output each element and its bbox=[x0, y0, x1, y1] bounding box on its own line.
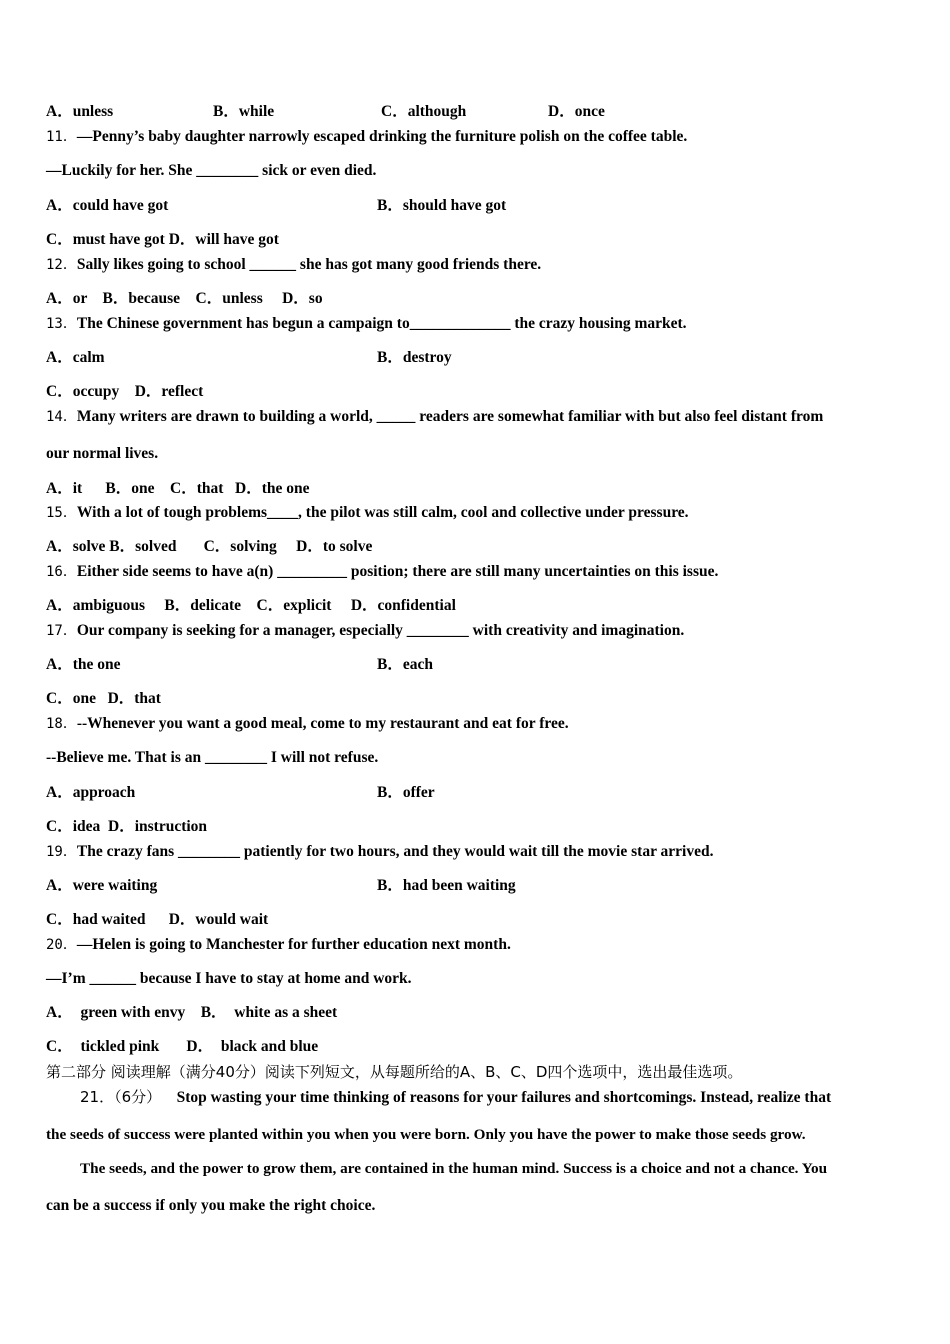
q19-stem: The crazy fans ________ patiently for two hours, and they would wait till the movie star arrived. bbox=[76, 843, 714, 860]
q13-option-b: B．destroy bbox=[377, 349, 452, 366]
q13-options-cd: C．occupy D．reflect bbox=[46, 383, 204, 400]
section-2-heading: 第二部分 阅读理解（满分40分）阅读下列短文，从每题所给的A、B、C、D四个选项中，选出最佳选项。 bbox=[46, 1063, 743, 1081]
q14-stem: Many writers are drawn to building a world, _____ readers are somewhat familiar with but also feel distant from bbox=[76, 408, 824, 425]
q20-line2: —I’m ______ because I have to stay at home and work. bbox=[46, 970, 412, 987]
q11-options-cd: C．must have got D．will have got bbox=[46, 231, 279, 248]
q20-options-ab: A． green with envy B． white as a sheet bbox=[46, 1004, 338, 1021]
q13-stem: The Chinese government has begun a campaign to_____________ the crazy housing market. bbox=[76, 315, 687, 332]
q17-stem-line bbox=[46, 621, 684, 641]
q13-stem-line bbox=[46, 314, 687, 334]
q21-number: 21．（6分） bbox=[80, 1088, 162, 1106]
q18-stem: --Whenever you want a good meal, come to my restaurant and eat for free. bbox=[76, 715, 569, 732]
q18-stem-line bbox=[46, 714, 569, 734]
q14-options: A．it B．one C．that D．the one bbox=[46, 480, 310, 497]
q19-option-b: B．had been waiting bbox=[377, 877, 516, 894]
q12-options: A．or B．because C．unless D．so bbox=[46, 290, 323, 307]
q12-stem-line bbox=[46, 255, 541, 275]
q12-number: 12． bbox=[46, 257, 77, 273]
q20-stem: —Helen is going to Manchester for further education next month. bbox=[76, 936, 511, 953]
q11-option-b: B．should have got bbox=[377, 197, 507, 214]
q17-option-a: A．the one bbox=[46, 656, 121, 673]
q15-options: A．solve B．solved C．solving D．to solve bbox=[46, 538, 373, 555]
q18-line2: --Believe me. That is an ________ I will not refuse. bbox=[46, 749, 379, 766]
q13-option-a: A．calm bbox=[46, 349, 105, 366]
q21-paragraph-1-line-1 bbox=[80, 1087, 831, 1108]
q18-options-cd: C．idea D．instruction bbox=[46, 818, 208, 835]
q11-stem-line bbox=[46, 127, 687, 147]
q10-option-b: B．while bbox=[213, 103, 275, 120]
q14-stem-line bbox=[46, 407, 823, 427]
q18-option-a: A．approach bbox=[46, 784, 136, 801]
q14-line2: our normal lives. bbox=[46, 445, 159, 462]
q19-number: 19． bbox=[46, 844, 77, 860]
q20-options-cd: C． tickled pink D． black and blue bbox=[46, 1038, 319, 1055]
q20-number: 20． bbox=[46, 937, 77, 953]
q18-number: 18． bbox=[46, 716, 77, 732]
q21-paragraph-1-line-2: the seeds of success were planted within you when you were born. Only you have the power to make those seeds grow. bbox=[46, 1126, 806, 1143]
q21-paragraph-2-line-1: The seeds, and the power to grow them, are contained in the human mind. Success is a choice and not a chance. You bbox=[80, 1160, 828, 1177]
q10-option-a: A．unless bbox=[46, 103, 114, 120]
q11-stem: —Penny’s baby daughter narrowly escaped drinking the furniture polish on the coffee table. bbox=[76, 128, 688, 145]
q16-options: A．ambiguous B．delicate C．explicit D．confidential bbox=[46, 597, 456, 614]
q21-p1-text: Stop wasting your time thinking of reasons for your failures and shortcomings. Instead, realize that bbox=[176, 1089, 832, 1106]
q15-stem-line bbox=[46, 503, 689, 523]
q15-number: 15． bbox=[46, 505, 77, 521]
q12-stem: Sally likes going to school ______ she has got many good friends there. bbox=[76, 256, 542, 273]
q15-stem: With a lot of tough problems____, the pilot was still calm, cool and collective under pressure. bbox=[76, 504, 689, 521]
q11-line2: —Luckily for her. She ________ sick or even died. bbox=[46, 162, 377, 179]
q20-stem-line bbox=[46, 935, 511, 955]
q21-paragraph-2-line-2: can be a success if only you make the right choice. bbox=[46, 1197, 376, 1214]
q10-option-c: C．although bbox=[381, 103, 467, 120]
q11-number: 11． bbox=[46, 129, 77, 145]
q19-option-a: A．were waiting bbox=[46, 877, 158, 894]
q16-stem: Either side seems to have a(n) _________ position; there are still many uncertainties on this issue. bbox=[76, 563, 719, 580]
q16-number: 16． bbox=[46, 564, 77, 580]
q10-option-d: D．once bbox=[548, 103, 605, 120]
q13-number: 13． bbox=[46, 316, 77, 332]
q19-options-cd: C．had waited D．would wait bbox=[46, 911, 269, 928]
q11-option-a: A．could have got bbox=[46, 197, 169, 214]
q16-stem-line bbox=[46, 562, 718, 582]
q17-stem: Our company is seeking for a manager, especially ________ with creativity and imagination. bbox=[76, 622, 685, 639]
q19-stem-line bbox=[46, 842, 713, 862]
q17-number: 17． bbox=[46, 623, 77, 639]
q17-option-b: B．each bbox=[377, 656, 433, 673]
q14-number: 14． bbox=[46, 409, 77, 425]
q17-options-cd: C．one D．that bbox=[46, 690, 161, 707]
q18-option-b: B．offer bbox=[377, 784, 435, 801]
